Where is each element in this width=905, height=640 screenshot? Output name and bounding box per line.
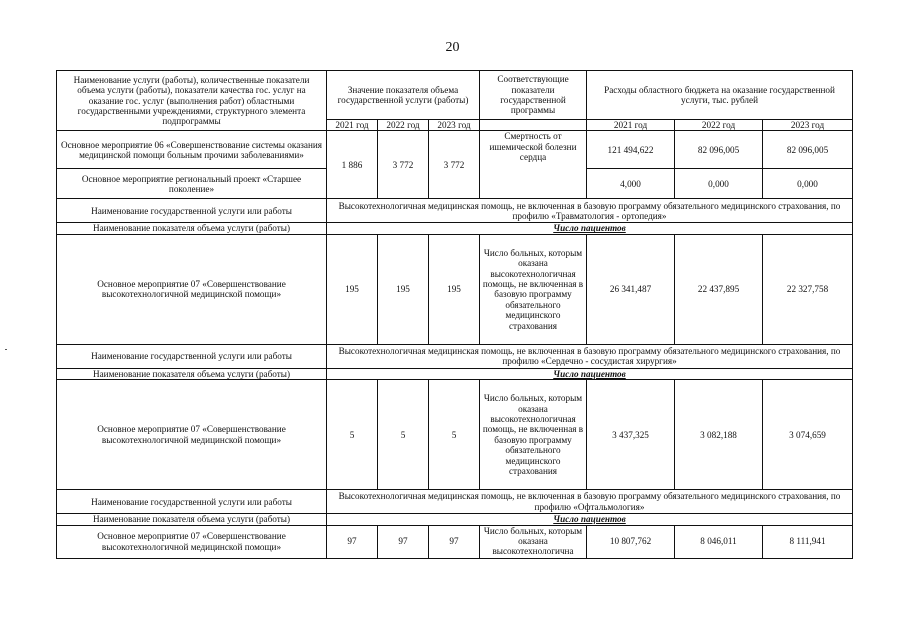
patients-label: Число пациентов	[327, 368, 853, 379]
header-year-volume-2021: 2021 год	[327, 120, 378, 131]
volume-2021: 5	[327, 380, 378, 490]
header-expenses-cell: Расходы областного бюджета на оказание государственной услуги, тыс. рублей	[587, 71, 853, 120]
volume-2023: 97	[429, 525, 480, 558]
page-number: 20	[445, 40, 460, 55]
header-program-empty	[480, 120, 587, 131]
indicator-name-label: Наименование показателя объема услуги (работы)	[57, 368, 327, 379]
block1-volume-2021: 1 886	[327, 131, 378, 199]
block1-row2-expenses-2021: 4,000	[587, 169, 675, 199]
expenses-2022: 22 437,895	[675, 234, 763, 344]
patients-label: Число пациентов	[327, 223, 853, 234]
expenses-2023: 3 074,659	[763, 380, 853, 490]
service-name-label: Наименование государственной услуги или работы	[57, 199, 327, 223]
program-indicator: Число больных, которым оказана высокотехнологична	[480, 525, 587, 558]
expenses-2021: 3 437,325	[587, 380, 675, 490]
expenses-2023: 22 327,758	[763, 234, 853, 344]
header-year-volume-2023: 2023 год	[429, 120, 480, 131]
volume-2023: 195	[429, 234, 480, 344]
service-name-label: Наименование государственной услуги или работы	[57, 490, 327, 514]
block1-volume-2023: 3 772	[429, 131, 480, 199]
header-year-expenses-2023: 2023 год	[763, 120, 853, 131]
header-name-cell: Наименование услуги (работы), количественные показатели объема услуги (работы), показатели качества гос. услуг на оказание гос. услуг (выполнения работ) областными государственными учреждениями, структурного элемента подпрограммы	[57, 71, 327, 131]
expenses-2021: 26 341,487	[587, 234, 675, 344]
budget-table	[56, 70, 853, 559]
measure-name: Основное мероприятие 07 «Совершенствование высокотехнологичной медицинской помощи»	[57, 380, 327, 490]
header-program-cell: Соответствующие показатели государственной программы	[480, 71, 587, 120]
margin-mark	[5, 349, 7, 350]
volume-2023: 5	[429, 380, 480, 490]
block1-row1-expenses-2021: 121 494,622	[587, 131, 675, 169]
indicator-name-label: Наименование показателя объема услуги (работы)	[57, 514, 327, 525]
expenses-2022: 3 082,188	[675, 380, 763, 490]
measure-name: Основное мероприятие 07 «Совершенствование высокотехнологичной медицинской помощи»	[57, 234, 327, 344]
block1-row2-expenses-2022: 0,000	[675, 169, 763, 199]
header-volume-cell: Значение показателя объема государственной услуги (работы)	[327, 71, 480, 120]
patients-label: Число пациентов	[327, 514, 853, 525]
block1-row1-expenses-2022: 82 096,005	[675, 131, 763, 169]
header-year-volume-2022: 2022 год	[378, 120, 429, 131]
service-description: Высокотехнологичная медицинская помощь, не включенная в базовую программу обязательного медицинского страхования, по профилю «Сердечно - сосудистая хирургия»	[327, 344, 853, 368]
volume-2022: 5	[378, 380, 429, 490]
block1-row1-name: Основное мероприятие 06 «Совершенствование системы оказания медицинской помощи больным прочими заболеваниями»	[57, 131, 327, 169]
expenses-2022: 8 046,011	[675, 525, 763, 558]
volume-2022: 195	[378, 234, 429, 344]
block1-row1-expenses-2023: 82 096,005	[763, 131, 853, 169]
service-description: Высокотехнологичная медицинская помощь, не включенная в базовую программу обязательного медицинского страхования, по профилю «Травматология - ортопедия»	[327, 199, 853, 223]
program-indicator: Число больных, которым оказана высокотехнологичная помощь, не включенная в базовую программу обязательного медицинского страхования	[480, 234, 587, 344]
volume-2021: 97	[327, 525, 378, 558]
service-name-label: Наименование государственной услуги или работы	[57, 344, 327, 368]
block1-volume-2022: 3 772	[378, 131, 429, 199]
measure-name: Основное мероприятие 07 «Совершенствование высокотехнологичной медицинской помощи»	[57, 525, 327, 558]
service-description: Высокотехнологичная медицинская помощь, не включенная в базовую программу обязательного медицинского страхования, по профилю «Офтальмология»	[327, 490, 853, 514]
volume-2021: 195	[327, 234, 378, 344]
expenses-2023: 8 111,941	[763, 525, 853, 558]
block1-row2-name: Основное мероприятие региональный проект «Старшее поколение»	[57, 169, 327, 199]
program-indicator: Число больных, которым оказана высокотехнологичная помощь, не включенная в базовую программу обязательного медицинского страхования	[480, 380, 587, 490]
expenses-2021: 10 807,762	[587, 525, 675, 558]
block1-program: Смертность от ишемической болезни сердца	[480, 131, 587, 199]
indicator-name-label: Наименование показателя объема услуги (работы)	[57, 223, 327, 234]
volume-2022: 97	[378, 525, 429, 558]
header-year-expenses-2022: 2022 год	[675, 120, 763, 131]
header-year-expenses-2021: 2021 год	[587, 120, 675, 131]
block1-row2-expenses-2023: 0,000	[763, 169, 853, 199]
